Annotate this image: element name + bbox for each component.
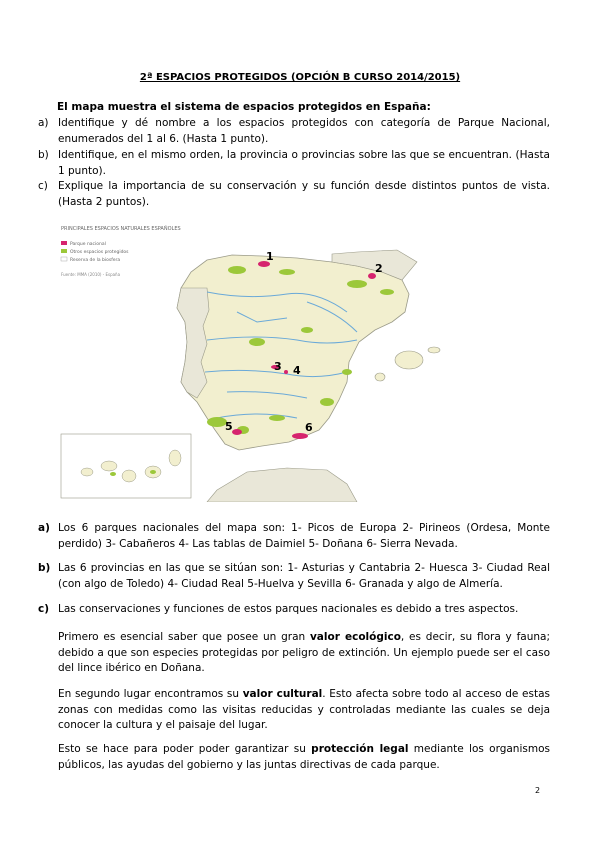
legend-protected-swatch: [61, 249, 67, 253]
map-label-6: 6: [305, 421, 313, 434]
canary-island: [122, 470, 136, 482]
map-label-4: 4: [293, 364, 301, 377]
question-text: Identifique y dé nombre a los espacios protegidos con categoría de Parque Nacional, enumerados del 1 al 6. (Hasta 1 punto).: [58, 117, 550, 145]
page-number: 2: [535, 786, 541, 795]
answer-a: [38, 521, 550, 552]
mallorca: [395, 351, 423, 369]
legend-item: Otros espacios protegidos: [70, 250, 129, 255]
question-c: [38, 179, 550, 210]
map-source: Fuente: MMA (2010) - España: [61, 272, 121, 277]
answer-label: c): [38, 603, 50, 615]
intro-text: El mapa muestra el sistema de espacios protegidos en España:: [57, 101, 431, 113]
answer-c: [38, 602, 550, 618]
legend-title: PRINCIPALES ESPACIOS NATURALES ESPAÑOLES: [61, 226, 181, 232]
answer-label: b): [38, 562, 51, 574]
question-label: b): [38, 149, 49, 161]
question-a: [38, 116, 550, 147]
answer-text: Las conservaciones y funciones de estos parques nacionales es debido a tres aspectos.: [58, 603, 519, 615]
paragraph-text: , es decir, su flora y fauna; debido a que son especies protegidas por peligro de extinción. Un ejemplo puede ser el caso del lince ibérico en Doñana.: [58, 631, 550, 674]
park-daimiel: [284, 370, 288, 374]
canary-island: [169, 450, 181, 466]
map-label-1: 1: [266, 250, 274, 263]
question-text: Identifique, en el mismo orden, la provincia o provincias sobre las que se encuentran. (Hasta 1 punto).: [58, 149, 550, 177]
answer-label: a): [38, 522, 50, 534]
park-donana: [232, 429, 242, 435]
legend-item: Reserva de la biosfera: [70, 258, 121, 263]
question-label: c): [38, 180, 48, 192]
legend-biosphere-swatch: [61, 257, 67, 261]
canary-inset: [61, 434, 191, 498]
page-title: 2ª ESPACIOS PROTEGIDOS (OPCIÓN B CURSO 2014/2015): [139, 72, 461, 83]
question-text: Explique la importancia de su conservación y su función desde distintos puntos de vista. (Hasta 2 puntos).: [58, 180, 550, 208]
map-label-5: 5: [225, 420, 233, 433]
answer-text: Los 6 parques nacionales del mapa son: 1- Picos de Europa 2- Pirineos (Ordesa, Monte perdido) 3- Cabañeros 4- Las tablas de Daimiel 5- Doñana 6- Sierra Nevada.: [58, 522, 550, 550]
canary-island: [101, 461, 117, 471]
paragraph-text: mediante los organismos públicos, las ayudas del gobierno y las juntas directivas de cada parque.: [58, 743, 550, 771]
question-b: [38, 148, 550, 179]
highlight-ecological: valor ecológico: [309, 631, 401, 643]
paragraph-cultural: [58, 687, 550, 734]
paragraph-ecological: [58, 630, 550, 677]
answer-b: [38, 561, 550, 592]
ibiza: [375, 373, 385, 381]
paragraph-text: En segundo lugar encontramos su: [58, 688, 243, 700]
spain-protected-areas-map: [57, 222, 487, 502]
legend-item: Parque nacional: [70, 242, 106, 247]
map-label-3: 3: [274, 360, 282, 373]
menorca: [428, 347, 440, 353]
highlight-cultural: valor cultural: [242, 688, 323, 700]
paragraph-legal: [58, 742, 550, 773]
paragraph-text: . Esto afecta sobre todo al acceso de estas zonas con medidas como las visitas reducidas y controladas mediante las cuales se deja conocer la cultura y el paisaje del lugar.: [58, 688, 550, 731]
paragraph-text: Esto se hace para poder poder garantizar su: [58, 743, 312, 755]
legend-park-swatch: [61, 241, 67, 245]
answer-text: Las 6 provincias en las que se sitúan son: 1- Asturias y Cantabria 2- Huesca 3- Ciudad Real (con algo de Toledo) 4- Ciudad Real 5-Huelva y Sevilla 6- Granada y algo de Almería.: [58, 562, 550, 590]
highlight-legal: protección legal: [311, 743, 409, 755]
canary-island: [81, 468, 93, 476]
paragraph-text: Primero es esencial saber que posee un gran: [58, 631, 310, 643]
question-label: a): [38, 117, 49, 129]
map-label-2: 2: [375, 262, 383, 275]
